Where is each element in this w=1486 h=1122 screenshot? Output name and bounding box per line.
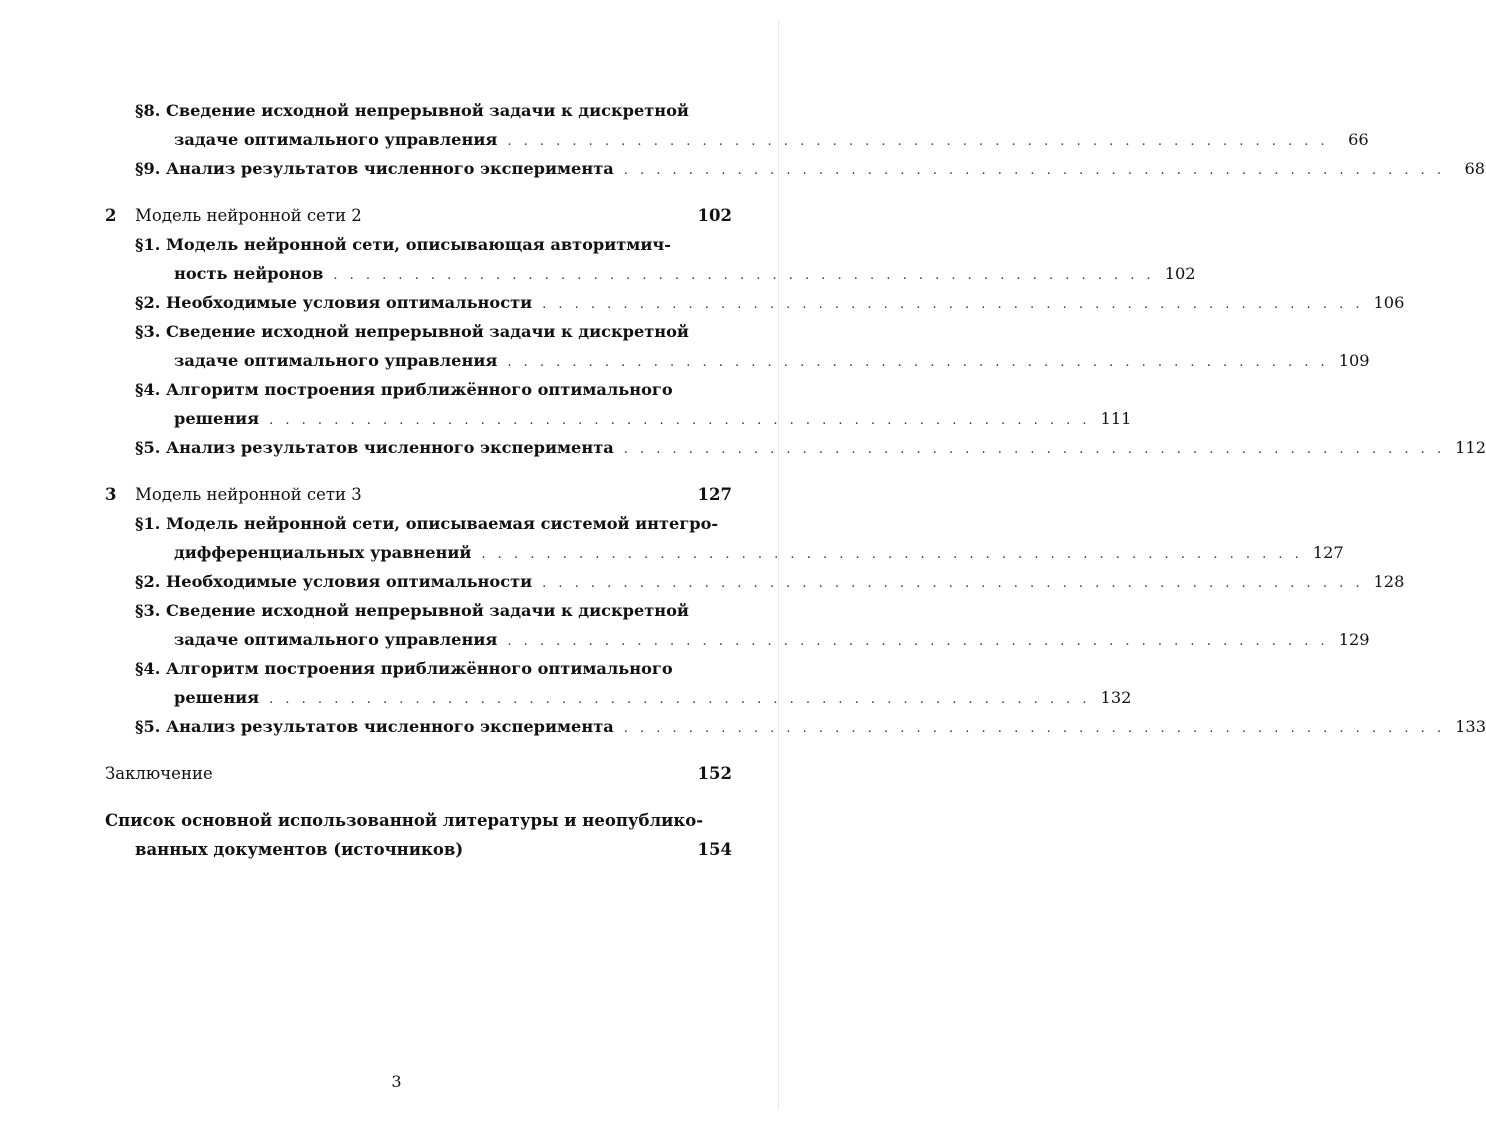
toc-entry-title: §2. Необходимые условия оптимальности — [135, 572, 533, 591]
toc-entry-title-continued: ность нейронов — [174, 264, 324, 283]
toc-entry-title-continued: задаче оптимального управления — [174, 351, 498, 370]
toc-entry-title-continued: дифференциальных уравнений — [174, 543, 472, 562]
toc-entry-title: §4. Алгоритм построения приближённого оптимального — [135, 380, 673, 399]
toc-page-number: 132 — [1100, 688, 1132, 707]
chapter-number: 2 — [105, 206, 117, 225]
dot-leader: . . . . . . . . . . . . . . . . . . . . . . . . . . . . . . . . . . . . . . . . . . . . . . . . . . . — [623, 442, 1446, 457]
bibliography-title-continued: ванных документов (источников) — [135, 840, 464, 859]
toc-entry-title: §5. Анализ результатов численного эксперимента — [135, 717, 614, 736]
toc-entry-title-continued: задаче оптимального управления — [174, 130, 498, 149]
toc-entry-title: §3. Сведение исходной непрерывной задачи к дискретной — [135, 322, 689, 341]
toc-entry-ch3-s1-line1 — [105, 509, 732, 538]
dot-leader: . . . . . . . . . . . . . . . . . . . . . . . . . . . . . . . . . . . . . . . . . . . . . . . . . . . — [333, 268, 1155, 283]
toc-entry-ch3-s2 — [105, 567, 1405, 596]
toc-page-number: 133 — [1455, 717, 1486, 736]
toc-entry-title: §2. Необходимые условия оптимальности — [135, 293, 533, 312]
toc-entry-title: §1. Модель нейронной сети, описываемая системой интегро- — [135, 514, 719, 533]
toc-entry-ch1-s8-line1 — [105, 96, 732, 125]
toc-entry-ch2-s4-line1 — [105, 375, 732, 404]
toc-entry-ch2-s1-line2 — [105, 259, 1196, 288]
toc-page-number: 109 — [1338, 351, 1370, 370]
toc-entry-ch3-s3-line1 — [105, 596, 732, 625]
toc-entry-title: §9. Анализ результатов численного эксперимента — [135, 159, 614, 178]
toc-chapter-3 — [105, 480, 732, 509]
toc-entry-ch2-s3-line1 — [105, 317, 732, 346]
toc-page-number: 111 — [1100, 409, 1132, 428]
chapter-number: 3 — [105, 485, 117, 504]
toc-conclusion — [105, 759, 732, 788]
conclusion-title: Заключение — [105, 764, 213, 783]
dot-leader: . . . . . . . . . . . . . . . . . . . . . . . . . . . . . . . . . . . . . . . . . . . . . . . . . . . — [623, 721, 1446, 736]
chapter-title: Модель нейронной сети 2 — [135, 206, 362, 225]
toc-entry-title: §8. Сведение исходной непрерывной задачи к дискретной — [135, 101, 689, 120]
dot-leader: . . . . . . . . . . . . . . . . . . . . . . . . . . . . . . . . . . . . . . . . . . . . . . . . . . . — [542, 297, 1364, 312]
toc-entry-ch3-s4-line2 — [105, 683, 1132, 712]
toc-entry-title-continued: задаче оптимального управления — [174, 630, 498, 649]
table-of-contents — [105, 96, 1486, 864]
conclusion-page-number: 152 — [697, 764, 732, 783]
toc-entry-title: §3. Сведение исходной непрерывной задачи к дискретной — [135, 601, 689, 620]
dot-leader: . . . . . . . . . . . . . . . . . . . . . . . . . . . . . . . . . . . . . . . . . . . . . . . . . . . — [507, 355, 1329, 370]
toc-page-number: 102 — [1164, 264, 1196, 283]
toc-bibliography-line1 — [105, 806, 732, 835]
toc-entry-ch3-s1-line2 — [105, 538, 1344, 567]
toc-page-number: 106 — [1373, 293, 1405, 312]
toc-entry-title-continued: решения — [174, 688, 260, 707]
toc-entry-title: §5. Анализ результатов численного эксперимента — [135, 438, 614, 457]
toc-entry-title: §4. Алгоритм построения приближённого оптимального — [135, 659, 673, 678]
toc-entry-ch1-s9 — [105, 154, 1486, 183]
toc-page-number: 112 — [1455, 438, 1486, 457]
toc-entry-ch2-s4-line2 — [105, 404, 1132, 433]
bibliography-page-number: 154 — [697, 840, 732, 859]
toc-page-number: 129 — [1338, 630, 1370, 649]
toc-entry-ch2-s5 — [105, 433, 1486, 462]
toc-chapter-2 — [105, 201, 732, 230]
toc-bibliography-line2 — [105, 835, 732, 864]
dot-leader: . . . . . . . . . . . . . . . . . . . . . . . . . . . . . . . . . . . . . . . . . . . . . . . . . . . — [481, 547, 1303, 562]
toc-entry-title: §1. Модель нейронной сети, описывающая авторитмич- — [135, 235, 671, 254]
dot-leader: . . . . . . . . . . . . . . . . . . . . . . . . . . . . . . . . . . . . . . . . . . . . . . . . . . . — [542, 576, 1364, 591]
toc-page-number: 128 — [1373, 572, 1405, 591]
dot-leader: . . . . . . . . . . . . . . . . . . . . . . . . . . . . . . . . . . . . . . . . . . . . . . . . . . . — [269, 692, 1091, 707]
toc-entry-title-continued: решения — [174, 409, 260, 428]
toc-page-number: 127 — [1312, 543, 1344, 562]
chapter-page-number: 127 — [697, 485, 732, 504]
toc-entry-ch3-s4-line1 — [105, 654, 732, 683]
dot-leader: . . . . . . . . . . . . . . . . . . . . . . . . . . . . . . . . . . . . . . . . . . . . . . . . . . . — [507, 134, 1329, 149]
chapter-title: Модель нейронной сети 3 — [135, 485, 362, 504]
chapter-page-number: 102 — [697, 206, 732, 225]
bibliography-title: Список основной использованной литературы и неопублико- — [105, 811, 704, 830]
toc-entry-ch3-s5 — [105, 712, 1486, 741]
toc-page-number: 68 — [1464, 159, 1486, 178]
dot-leader: . . . . . . . . . . . . . . . . . . . . . . . . . . . . . . . . . . . . . . . . . . . . . . . . . . . — [269, 413, 1091, 428]
toc-page-number: 66 — [1348, 130, 1369, 149]
toc-entry-ch1-s8-line2 — [105, 125, 1369, 154]
toc-entry-ch2-s2 — [105, 288, 1405, 317]
toc-entry-ch3-s3-line2 — [105, 625, 1370, 654]
dot-leader: . . . . . . . . . . . . . . . . . . . . . . . . . . . . . . . . . . . . . . . . . . . . . . . . . . . — [507, 634, 1329, 649]
page-number: 3 — [391, 1072, 402, 1091]
toc-entry-ch2-s1-line1 — [105, 230, 732, 259]
toc-entry-ch2-s3-line2 — [105, 346, 1370, 375]
dot-leader: . . . . . . . . . . . . . . . . . . . . . . . . . . . . . . . . . . . . . . . . . . . . . . . . . . . — [623, 163, 1446, 178]
